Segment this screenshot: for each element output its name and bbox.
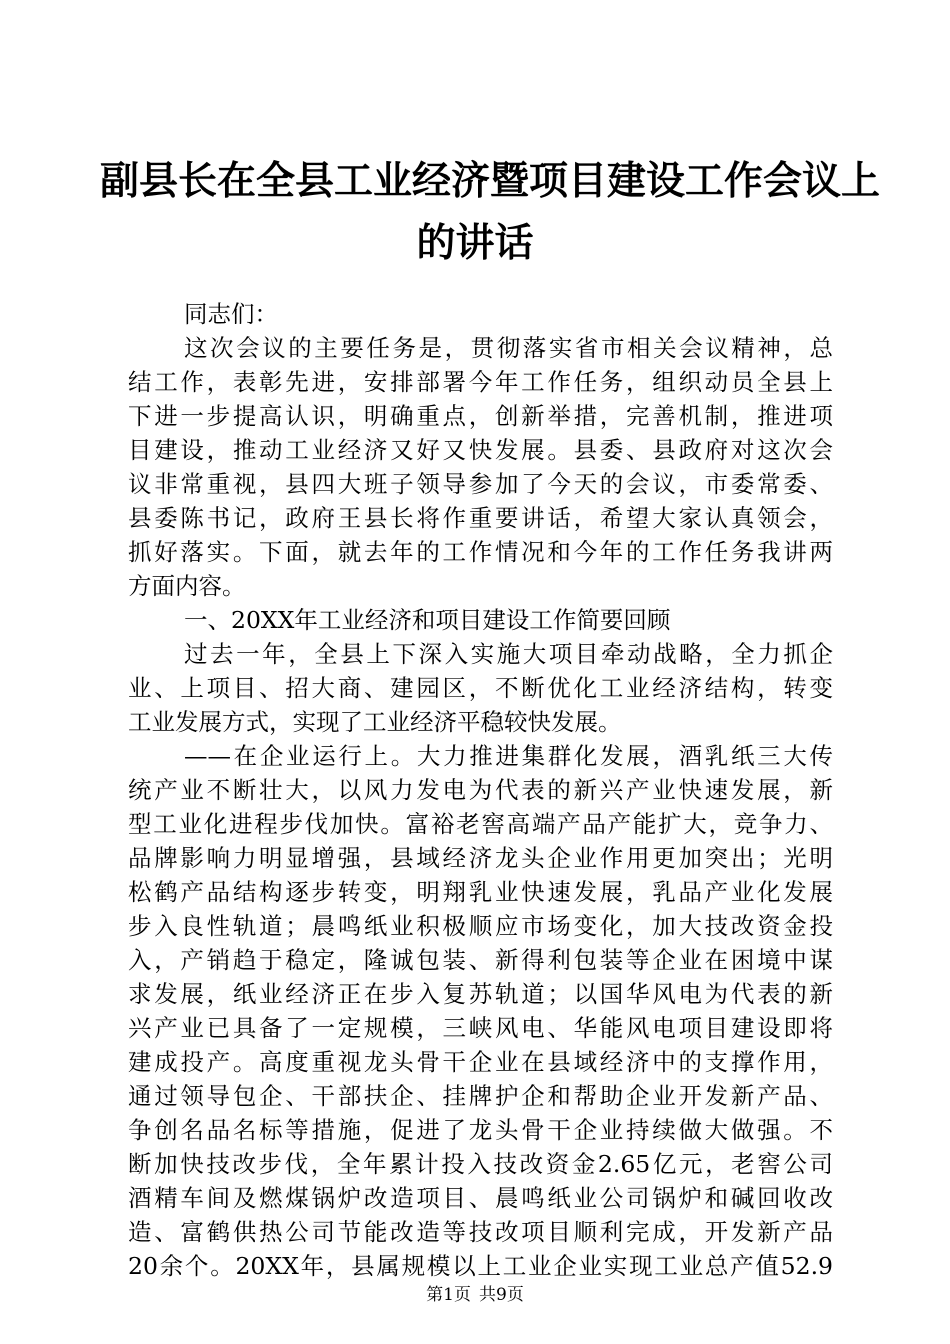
- section-heading: 一、20XX年工业经济和项目建设工作简要回顾: [184, 606, 671, 634]
- body-line: 断加快技改步伐，全年累计投入技改资金2.65亿元，老窖公司: [128, 1150, 833, 1178]
- body-line: 统产业不断壮大，以风力发电为代表的新兴产业快速发展，新: [128, 776, 833, 804]
- body-line: 下进一步提高认识，明确重点，创新举措，完善机制，推进项: [128, 402, 833, 430]
- body-line: 20余个。20XX年，县属规模以上工业企业实现工业总产值52.9: [128, 1252, 833, 1280]
- body-line: 议非常重视，县四大班子领导参加了今天的会议，市委常委、: [128, 470, 833, 498]
- body-line: 入，产销趋于稳定，隆诚包装、新得利包装等企业在困境中谋: [128, 946, 833, 974]
- body-line: 工业发展方式，实现了工业经济平稳较快发展。: [128, 708, 622, 736]
- body-line: 酒精车间及燃煤锅炉改造项目、晨鸣纸业公司锅炉和碱回收改: [128, 1184, 833, 1212]
- body-line: 兴产业已具备了一定规模，三峡风电、华能风电项目建设即将: [128, 1014, 833, 1042]
- body-line: 过去一年，全县上下深入实施大项目牵动战略，全力抓企: [184, 640, 833, 668]
- body-line: 争创名品名标等措施，促进了龙头骨干企业持续做大做强。不: [128, 1116, 833, 1144]
- body-line: ——在企业运行上。大力推进集群化发展，酒乳纸三大传: [184, 742, 833, 770]
- body-line: 结工作，表彰先进，安排部署今年工作任务，组织动员全县上: [128, 368, 833, 396]
- document-title-line-1: 副县长在全县工业经济暨项目建设工作会议上: [100, 158, 881, 204]
- salutation: 同志们：: [184, 300, 278, 328]
- page-footer: [0, 1283, 950, 1307]
- body-line: 求发展，纸业经济正在步入复苏轨道；以国华风电为代表的新: [128, 980, 833, 1008]
- body-line: 目建设，推动工业经济又好又快发展。县委、县政府对这次会: [128, 436, 833, 464]
- page-number: 第1页: [426, 1285, 471, 1305]
- body-line: 造、富鹤供热公司节能改造等技改项目顺利完成，开发新产品: [128, 1218, 833, 1246]
- body-line: 方面内容。: [128, 572, 246, 600]
- body-line: 这次会议的主要任务是，贯彻落实省市相关会议精神，总: [184, 334, 833, 362]
- body-line: 抓好落实。下面，就去年的工作情况和今年的工作任务我讲两: [128, 538, 833, 566]
- document-title-line-2: 的讲话: [416, 220, 534, 266]
- body-line: 型工业化进程步伐加快。富裕老窖高端产品产能扩大，竞争力、: [128, 810, 833, 838]
- body-line: 品牌影响力明显增强，县域经济龙头企业作用更加突出；光明: [128, 844, 833, 872]
- body-line: 县委陈书记，政府王县长将作重要讲话，希望大家认真领会，: [128, 504, 833, 532]
- page-total: 共9页: [479, 1285, 524, 1305]
- body-line: 通过领导包企、干部扶企、挂牌护企和帮助企业开发新产品、: [128, 1082, 833, 1110]
- body-line: 松鹤产品结构逐步转变，明翔乳业快速发展，乳品产业化发展: [128, 878, 833, 906]
- body-line: 业、上项目、招大商、建园区，不断优化工业经济结构，转变: [128, 674, 833, 702]
- body-line: 建成投产。高度重视龙头骨干企业在县域经济中的支撑作用，: [128, 1048, 833, 1076]
- body-line: 步入良性轨道；晨鸣纸业积极顺应市场变化，加大技改资金投: [128, 912, 833, 940]
